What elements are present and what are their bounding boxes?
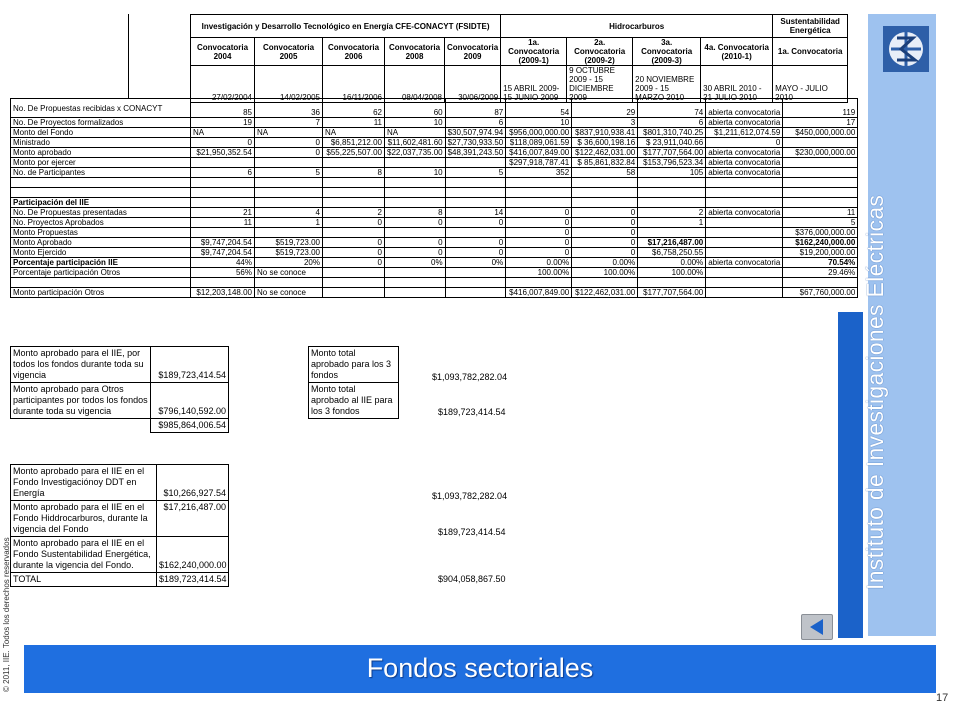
table-cell: 0.00% <box>572 258 638 268</box>
table-cell: $230,000,000.00 <box>783 148 858 158</box>
column-header: Convocatoria 2006 <box>323 38 385 66</box>
table-cell: 0 <box>506 248 572 258</box>
table-row <box>11 419 229 433</box>
table-cell: $956,000,000.00 <box>506 128 572 138</box>
table-cell: 0 <box>572 228 638 238</box>
table-cell: $22,037,735.00 <box>385 148 446 158</box>
table-cell <box>385 268 446 278</box>
date-cell: 30 ABRIL 2010 - 21 JULIO 2010 <box>701 66 773 103</box>
table-row <box>11 573 229 587</box>
table-cell <box>255 188 323 198</box>
table-cell: $837,910,938.41 <box>572 128 638 138</box>
summary-label: Monto aprobado para el IIE en el Fondo Sustentabilidad Energética, durante la vigencia del Fondo. <box>11 537 157 573</box>
brand-accent-bar <box>838 312 863 638</box>
table-cell <box>638 278 706 288</box>
table-row <box>11 268 858 278</box>
table-cell: 29 <box>572 99 638 118</box>
date-cell: 20 NOVIEMBRE 2009 - 15 MARZO 2010 <box>633 66 701 103</box>
table-row <box>11 178 858 188</box>
table-cell <box>706 268 783 278</box>
table-cell <box>706 188 783 198</box>
group-header-fsidte: Investigación y Desarrollo Tecnológico en Energía CFE-CONACYT (FSIDTE) <box>191 15 501 38</box>
table-row <box>11 128 858 138</box>
table-cell: 0 <box>445 238 506 248</box>
table-cell: abierta convocatoria <box>706 148 783 158</box>
table-cell <box>506 278 572 288</box>
row-label <box>11 188 191 198</box>
table-cell <box>445 178 506 188</box>
triangle-left-icon <box>802 615 832 639</box>
table-cell: $519,723.00 <box>255 248 323 258</box>
table-cell: 0 <box>572 218 638 228</box>
table-cell: 0 <box>255 148 323 158</box>
table-cell: 44% <box>191 258 255 268</box>
row-label: No. Proyectos Aprobados <box>11 218 191 228</box>
table-cell <box>385 228 446 238</box>
table-cell: $416,007,849.00 <box>506 288 572 298</box>
column-header: 4a. Convocatoria (2010-1) <box>701 38 773 66</box>
table-cell <box>385 178 446 188</box>
summary-value: $189,723,414.54 <box>151 347 229 383</box>
summary-value: $904,058,867.50 <box>438 574 506 584</box>
table-cell: 6 <box>445 118 506 128</box>
table-row <box>11 288 858 298</box>
table-cell <box>323 268 385 278</box>
table-cell: 36 <box>255 99 323 118</box>
table-cell: abierta convocatoria <box>706 258 783 268</box>
table-row <box>11 158 858 168</box>
table-cell: 54 <box>506 99 572 118</box>
table-cell <box>638 228 706 238</box>
table-cell <box>572 278 638 288</box>
table-row <box>11 537 229 573</box>
table-cell: 62 <box>323 99 385 118</box>
row-label: No. de Participantes <box>11 168 191 178</box>
table-cell <box>783 158 858 168</box>
table-cell: 10 <box>385 168 446 178</box>
table-cell: 0 <box>572 238 638 248</box>
table-cell: 105 <box>638 168 706 178</box>
date-cell: 15 ABRIL 2009-15 JUNIO 2009 <box>501 66 567 103</box>
table-cell <box>706 228 783 238</box>
table-cell: $ 85,861,832.84 <box>572 158 638 168</box>
row-label: Porcentaje participación Otros <box>11 268 191 278</box>
table-cell <box>323 278 385 288</box>
table-row <box>11 501 229 537</box>
table-cell <box>323 188 385 198</box>
table-cell: 70.54% <box>783 258 858 268</box>
row-label: Monto por ejercer <box>11 158 191 168</box>
table-cell <box>191 158 255 168</box>
date-cell: 30/06/2009 <box>445 66 501 103</box>
table-row <box>11 383 229 419</box>
table-cell: abierta convocatoria <box>706 168 783 178</box>
table-cell: $21,950,352.54 <box>191 148 255 158</box>
table-cell <box>255 158 323 168</box>
table-row <box>11 465 229 501</box>
table-cell: $376,000,000.00 <box>783 228 858 238</box>
table-cell: 56% <box>191 268 255 278</box>
group-header-sustentabilidad: Sustentabilidad Energética <box>773 15 848 38</box>
table-row <box>11 278 858 288</box>
table-cell: $48,391,243.50 <box>445 148 506 158</box>
table-cell: $118,089,061.59 <box>506 138 572 148</box>
table-cell: 85 <box>191 99 255 118</box>
table-cell: $6,851,212.00 <box>323 138 385 148</box>
table-cell <box>385 278 446 288</box>
table-row <box>11 198 858 208</box>
table-cell <box>323 158 385 168</box>
summary-value: $985,864,006.54 <box>151 419 229 433</box>
summary-value: $162,240,000.00 <box>157 537 229 573</box>
table-cell: 0 <box>323 258 385 268</box>
table-cell: $519,723.00 <box>255 238 323 248</box>
table-cell: 0 <box>323 238 385 248</box>
table-cell <box>323 178 385 188</box>
table-cell <box>783 278 858 288</box>
summary-label: Monto total aprobado para los 3 fondos <box>309 347 399 383</box>
table-cell: No se conoce <box>255 288 323 298</box>
table-row <box>11 248 858 258</box>
table-cell: 58 <box>572 168 638 178</box>
table-row <box>11 99 858 118</box>
table-cell <box>572 188 638 198</box>
table-cell: 0 <box>255 138 323 148</box>
table-row <box>11 118 858 128</box>
spreadsheet-header-table <box>190 14 848 103</box>
table-row <box>11 168 858 178</box>
column-header: 1a. Convocatoria (2009-1) <box>501 38 567 66</box>
summary-value: $189,723,414.54 <box>438 407 506 417</box>
table-cell: $27,730,933.50 <box>445 138 506 148</box>
table-cell <box>255 178 323 188</box>
table-cell: $9,747,204.54 <box>191 248 255 258</box>
table-cell <box>706 178 783 188</box>
table-cell: abierta convocatoria <box>706 118 783 128</box>
table-cell: 11 <box>783 208 858 218</box>
table-cell: NA <box>255 128 323 138</box>
table-cell: 10 <box>385 118 446 128</box>
summary-value: $796,140,592.00 <box>151 383 229 419</box>
summary-table-total-funds <box>308 346 399 419</box>
table-cell <box>638 178 706 188</box>
table-row <box>11 228 858 238</box>
funds-spreadsheet <box>10 14 867 314</box>
table-cell: NA <box>191 128 255 138</box>
table-cell: 0% <box>385 258 446 268</box>
table-cell: $162,240,000.00 <box>783 238 858 248</box>
table-cell <box>385 158 446 168</box>
table-cell <box>191 178 255 188</box>
table-cell <box>445 188 506 198</box>
date-cell: 27/02/2004 <box>191 66 255 103</box>
table-cell: 0% <box>445 258 506 268</box>
table-cell: 0 <box>706 138 783 148</box>
table-cell: 0 <box>385 238 446 248</box>
summary-table-by-fund <box>10 464 229 587</box>
table-cell <box>783 188 858 198</box>
table-cell: 100.00% <box>506 268 572 278</box>
table-cell: 6 <box>638 118 706 128</box>
table-cell: 352 <box>506 168 572 178</box>
row-label: No. De Propuestas presentadas <box>11 208 191 218</box>
table-cell: NA <box>385 128 446 138</box>
summary-value: $17,216,487.00 <box>157 501 229 537</box>
table-cell <box>385 198 446 208</box>
table-cell: 100.00% <box>572 268 638 278</box>
table-cell <box>706 288 783 298</box>
table-cell: $ 36,600,198.16 <box>572 138 638 148</box>
table-cell: 0 <box>506 238 572 248</box>
table-cell: 0 <box>506 228 572 238</box>
row-label <box>11 178 191 188</box>
title-banner <box>24 645 936 693</box>
table-cell <box>706 278 783 288</box>
table-cell <box>706 238 783 248</box>
column-header: 2a. Convocatoria (2009-2) <box>567 38 633 66</box>
table-cell: 19 <box>191 118 255 128</box>
table-cell <box>445 158 506 168</box>
page-number: 17 <box>936 692 949 704</box>
table-cell: $801,310,740.25 <box>638 128 706 138</box>
table-cell <box>783 168 858 178</box>
table-cell <box>706 198 783 208</box>
table-cell: 87 <box>445 99 506 118</box>
table-cell <box>706 248 783 258</box>
table-cell: 6 <box>191 168 255 178</box>
row-label: Ministrado <box>11 138 191 148</box>
row-label: No. De Propuestas recibidas x CONACYT <box>11 99 191 118</box>
table-cell <box>445 198 506 208</box>
table-cell: 8 <box>385 208 446 218</box>
table-cell: No se conoce <box>255 268 323 278</box>
table-cell: 1 <box>255 218 323 228</box>
table-cell: 8 <box>323 168 385 178</box>
table-cell <box>191 228 255 238</box>
institute-name: Instituto de Investigaciones Eléctricas <box>862 194 888 590</box>
summary-value: $189,723,414.54 <box>157 573 229 587</box>
table-cell: $1,211,612,074.59 <box>706 128 783 138</box>
column-header: 3a. Convocatoria (2009-3) <box>633 38 701 66</box>
table-cell: 7 <box>255 118 323 128</box>
column-header: 1a. Convocatoria <box>773 38 848 66</box>
table-cell: 0 <box>323 218 385 228</box>
table-cell: abierta convocatoria <box>706 99 783 118</box>
table-cell: abierta convocatoria <box>706 158 783 168</box>
table-cell: 0.00% <box>506 258 572 268</box>
date-cell: 14/02/2005 <box>255 66 323 103</box>
table-cell <box>783 138 858 148</box>
table-cell: 0.00% <box>638 258 706 268</box>
summary-label: Monto aprobado para el IIE, por todos los fondos durante toda su vigencia <box>11 347 151 383</box>
table-cell: $30,507,974.94 <box>445 128 506 138</box>
table-cell: 0 <box>445 248 506 258</box>
table-cell: 29.46% <box>783 268 858 278</box>
table-cell <box>706 218 783 228</box>
table-cell <box>191 198 255 208</box>
date-cell: MAYO - JULIO 2010 <box>773 66 848 103</box>
table-cell: 0 <box>445 218 506 228</box>
column-header: Convocatoria 2008 <box>385 38 445 66</box>
table-row <box>11 258 858 268</box>
column-header: Convocatoria 2005 <box>255 38 323 66</box>
table-cell: 2 <box>638 208 706 218</box>
date-cell: 16/11/2006 <box>323 66 385 103</box>
table-cell: $153,796,523.34 <box>638 158 706 168</box>
table-cell <box>255 278 323 288</box>
table-cell <box>323 198 385 208</box>
row-label: Porcentaje participación IIE <box>11 258 191 268</box>
table-row <box>11 138 858 148</box>
date-cell: 08/04/2008 <box>385 66 445 103</box>
table-cell: 119 <box>783 99 858 118</box>
table-cell: 0 <box>572 248 638 258</box>
table-row <box>11 347 229 383</box>
table-cell: 3 <box>572 118 638 128</box>
summary-label: Monto aprobado para el IIE en el Fondo Hiddrocarburos, durante la vigencia del Fondo <box>11 501 157 537</box>
table-cell <box>638 188 706 198</box>
table-cell: $177,707,564.00 <box>638 288 706 298</box>
table-cell: 74 <box>638 99 706 118</box>
summary-value: $189,723,414.54 <box>438 527 506 537</box>
table-cell: $67,760,000.00 <box>783 288 858 298</box>
table-cell: $ 23,911,040.66 <box>638 138 706 148</box>
table-cell: $122,462,031.00 <box>572 288 638 298</box>
column-header: Convocatoria 2004 <box>191 38 255 66</box>
row-label: Participación del IIE <box>11 198 191 208</box>
table-row <box>11 148 858 158</box>
table-row <box>11 208 858 218</box>
table-cell: 10 <box>506 118 572 128</box>
date-cell: 9 OCTUBRE 2009 - 15 DICIEMBRE 2009 <box>567 66 633 103</box>
row-label: Monto del Fondo <box>11 128 191 138</box>
table-cell: $12,203,148.00 <box>191 288 255 298</box>
table-cell <box>445 268 506 278</box>
summary-label: Monto total aprobado al IIE para los 3 fondos <box>309 383 399 419</box>
table-cell <box>323 228 385 238</box>
table-cell: 20% <box>255 258 323 268</box>
copyright-notice: © 2011, IIE. Todos los derechos reservados <box>2 537 11 692</box>
table-cell <box>783 178 858 188</box>
summary-label: Monto aprobado para Otros participantes por todos los fondos durante toda su vigencia <box>11 383 151 419</box>
table-cell <box>572 178 638 188</box>
spreadsheet-body-table <box>10 98 858 298</box>
table-cell: 0 <box>506 218 572 228</box>
table-cell: 11 <box>191 218 255 228</box>
summary-label: TOTAL <box>11 573 157 587</box>
table-cell <box>572 198 638 208</box>
table-cell: 11 <box>323 118 385 128</box>
table-cell <box>506 198 572 208</box>
summary-label: Monto aprobado para el IIE en el Fondo Investigaciónoy DDT en Energía <box>11 465 157 501</box>
table-cell: 1 <box>638 218 706 228</box>
table-cell: 21 <box>191 208 255 218</box>
table-cell: $17,216,487.00 <box>638 238 706 248</box>
slide-title: Fondos sectoriales <box>366 653 594 683</box>
table-cell: $19,200,000.00 <box>783 248 858 258</box>
table-cell <box>191 278 255 288</box>
table-cell: 0 <box>323 248 385 258</box>
table-cell: $450,000,000.00 <box>783 128 858 138</box>
summary-table-totals <box>10 346 229 433</box>
table-cell: $122,462,031.00 <box>572 148 638 158</box>
summary-value: $1,093,782,282.04 <box>432 372 508 382</box>
table-cell: 14 <box>445 208 506 218</box>
table-cell: 0 <box>385 248 446 258</box>
previous-slide-button[interactable] <box>801 614 833 640</box>
table-cell: 5 <box>783 218 858 228</box>
table-cell <box>385 288 446 298</box>
table-row <box>11 238 858 248</box>
table-cell <box>445 228 506 238</box>
row-label: Monto participación Otros <box>11 288 191 298</box>
row-label: Monto aprobado <box>11 148 191 158</box>
table-cell: 5 <box>255 168 323 178</box>
table-cell: 0 <box>572 208 638 218</box>
table-cell: $6,758,250.55 <box>638 248 706 258</box>
table-cell: $177,707,564.00 <box>638 148 706 158</box>
row-label: Monto Aprobado <box>11 238 191 248</box>
table-cell: 60 <box>385 99 446 118</box>
row-label: Monto Propuestas <box>11 228 191 238</box>
table-row <box>309 383 399 419</box>
table-cell: abierta convocatoria <box>706 208 783 218</box>
summary-value: $10,266,927.54 <box>157 465 229 501</box>
table-cell <box>506 188 572 198</box>
table-cell <box>323 288 385 298</box>
table-cell: $11,602,481.60 <box>385 138 446 148</box>
table-cell: $416,007,849.00 <box>506 148 572 158</box>
table-cell: 2 <box>323 208 385 218</box>
table-cell: 17 <box>783 118 858 128</box>
table-cell: 0 <box>506 208 572 218</box>
table-cell: 0 <box>191 138 255 148</box>
row-label: Monto Ejercido <box>11 248 191 258</box>
table-cell: $297,918,787.41 <box>506 158 572 168</box>
table-row <box>309 347 399 383</box>
group-header-hidrocarburos: Hidrocarburos <box>501 15 773 38</box>
table-cell: 4 <box>255 208 323 218</box>
column-header: Convocatoria 2009 <box>445 38 501 66</box>
table-cell <box>783 198 858 208</box>
table-cell <box>385 188 446 198</box>
table-cell: $9,747,204.54 <box>191 238 255 248</box>
table-cell <box>506 178 572 188</box>
table-cell <box>445 278 506 288</box>
table-cell: NA <box>323 128 385 138</box>
row-label <box>11 278 191 288</box>
table-row <box>11 218 858 228</box>
table-cell <box>445 288 506 298</box>
table-cell: 5 <box>445 168 506 178</box>
table-row <box>11 188 858 198</box>
table-cell <box>255 198 323 208</box>
summary-value: $1,093,782,282.04 <box>432 491 508 501</box>
table-cell: 100.00% <box>638 268 706 278</box>
table-cell: 0 <box>385 218 446 228</box>
table-cell <box>191 188 255 198</box>
table-cell <box>255 228 323 238</box>
table-cell <box>638 198 706 208</box>
row-label: No. De Proyectos formalizados <box>11 118 191 128</box>
table-cell: $55,225,507.00 <box>323 148 385 158</box>
